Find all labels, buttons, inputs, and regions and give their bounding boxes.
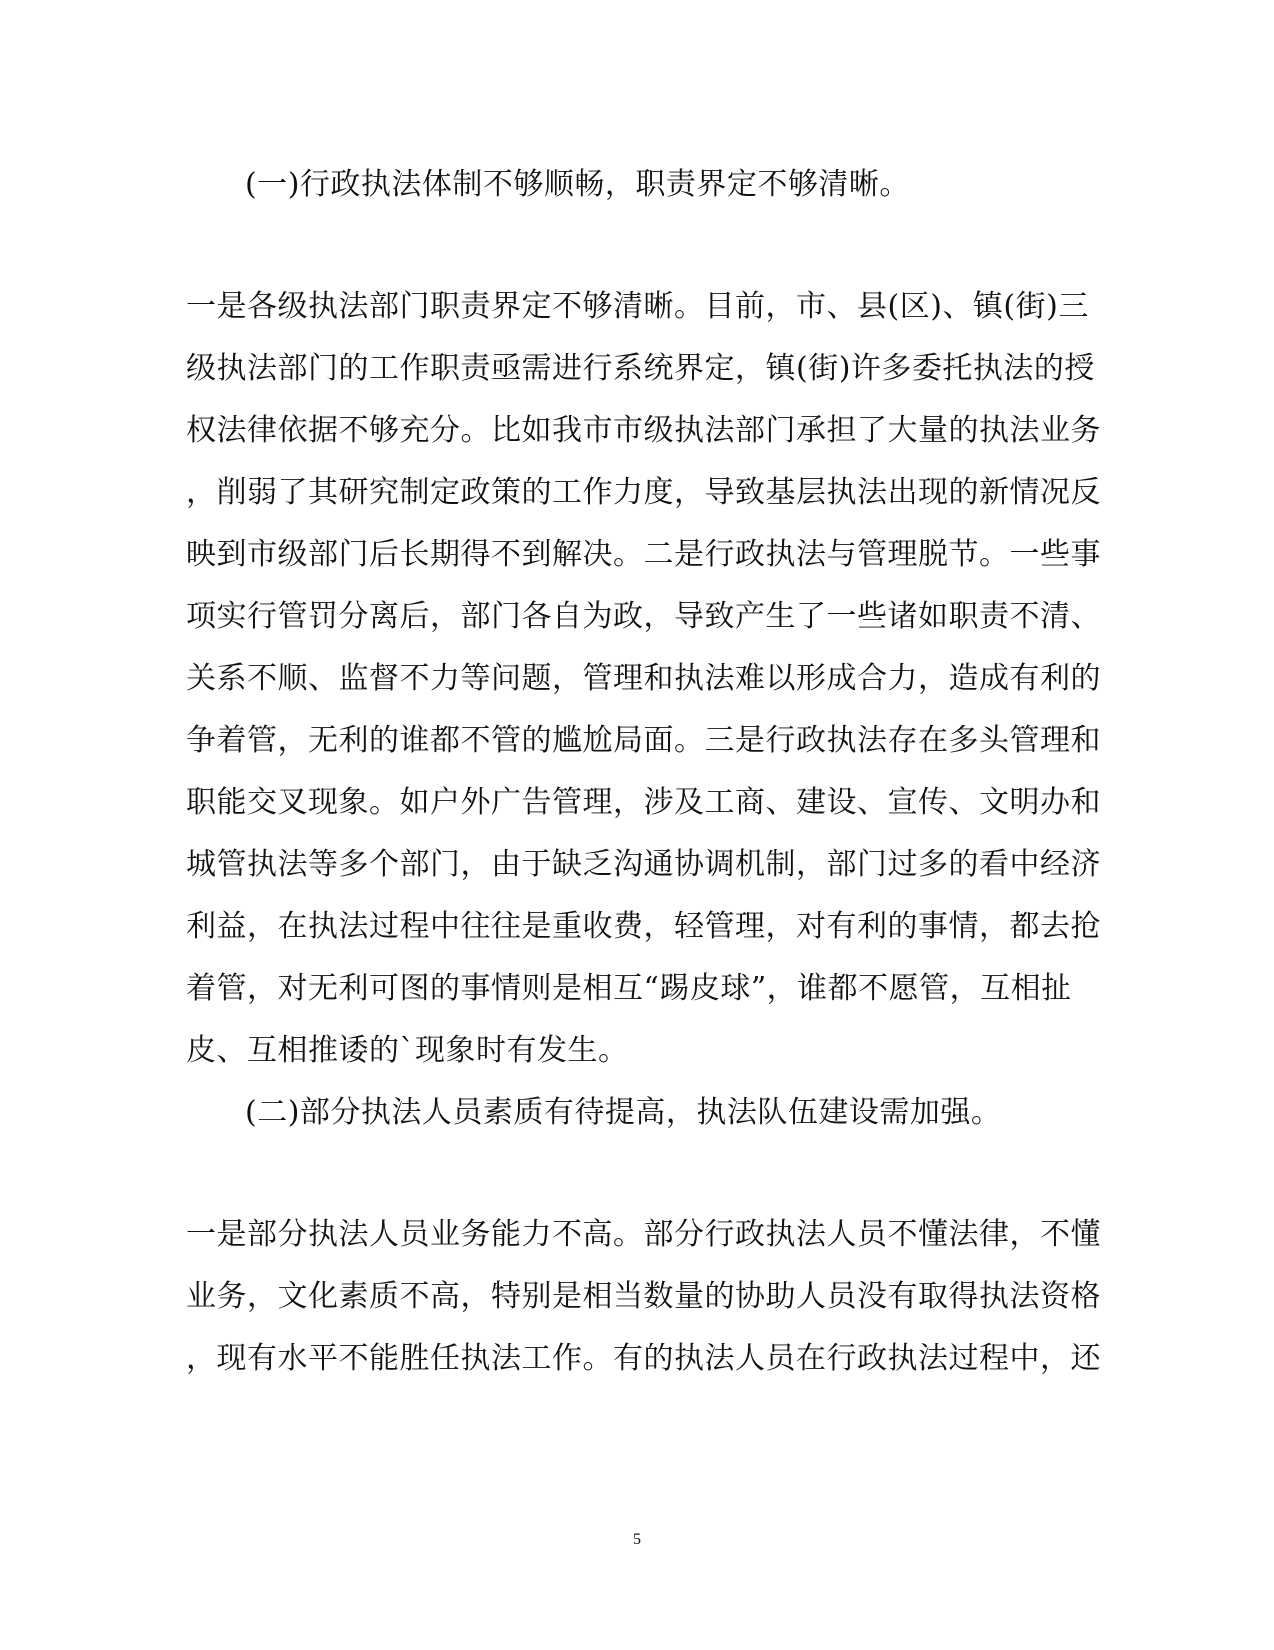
paragraph-line: 职能交叉现象。如户外广告管理，涉及工商、建设、宣传、文明办和 xyxy=(186,785,1101,820)
paragraph-line: 皮、互相推诿的`现象时有发生。 xyxy=(186,1033,629,1068)
paragraph-line: 关系不顺、监督不力等问题，管理和执法难以形成合力，造成有利的 xyxy=(186,661,1101,696)
paragraph-line: 业务，文化素质不高，特别是相当数量的协助人员没有取得执法资格 xyxy=(186,1279,1101,1314)
paragraph-line: 项实行管罚分离后，部门各自为政，导致产生了一些诸如职责不清、 xyxy=(186,599,1101,634)
paragraph-line: 争着管，无利的谁都不管的尴尬局面。三是行政执法存在多头管理和 xyxy=(186,723,1101,758)
page-number: 5 xyxy=(633,1531,641,1548)
paragraph-line: ，削弱了其研究制定政策的工作力度，导致基层执法出现的新情况反 xyxy=(186,475,1101,510)
section-2-heading: (二)部分执法人员素质有待提高，执法队伍建设需加强。 xyxy=(245,1095,1002,1130)
paragraph-line: 着管，对无利可图的事情则是相互“踢皮球”，谁都不愿管，互相扯 xyxy=(186,971,1072,1006)
paragraph-line: 城管执法等多个部门，由于缺乏沟通协调机制，部门过多的看中经济 xyxy=(186,847,1101,882)
paragraph-line: ，现有水平不能胜任执法工作。有的执法人员在行政执法过程中，还 xyxy=(186,1341,1101,1376)
section-1-heading: (一)行政执法体制不够顺畅，职责界定不够清晰。 xyxy=(245,167,910,202)
paragraph-line: 一是部分执法人员业务能力不高。部分行政执法人员不懂法律，不懂 xyxy=(186,1217,1101,1252)
paragraph-line: 利益，在执法过程中往往是重收费，轻管理，对有利的事情，都去抢 xyxy=(186,909,1101,944)
paragraph-line: 权法律依据不够充分。比如我市市级执法部门承担了大量的执法业务 xyxy=(186,413,1101,448)
paragraph-line: 一是各级执法部门职责界定不够清晰。目前，市、县(区)、镇(街)三 xyxy=(186,289,1089,324)
paragraph-line: 映到市级部门后长期得不到解决。二是行政执法与管理脱节。一些事 xyxy=(186,537,1101,572)
paragraph-line: 级执法部门的工作职责亟需进行系统界定，镇(街)许多委托执法的授 xyxy=(186,351,1095,386)
